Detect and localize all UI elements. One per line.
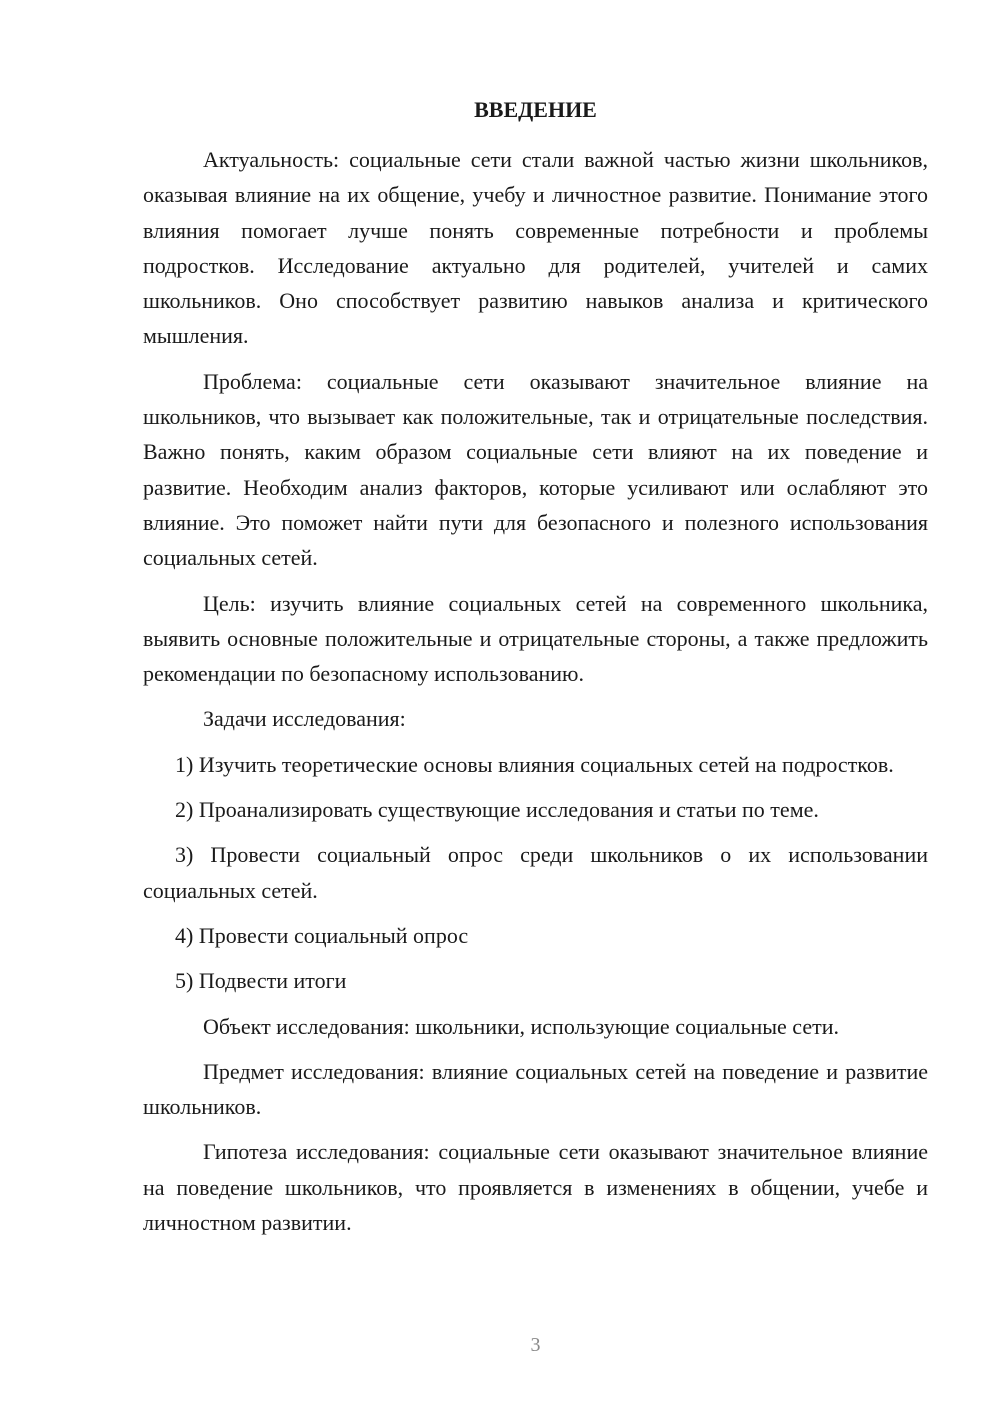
- relevance-paragraph: Актуальность: социальные сети стали важной частью жизни школьников, оказывая влияние на их общение, учебу и личностное развитие. Понимание этого влияния помогает лучше понять современные потребности и проблемы подростков. Исследование актуально для родителей, учителей и самих школьников. Оно способствует развитию навыков анализа и критического мышления.: [143, 147, 928, 349]
- problem-paragraph: Проблема: социальные сети оказывают значительное влияние на школьников, что вызывает как положительные, так и отрицательные последствия. Важно понять, каким образом социальные сети влияют на их поведение и развитие. Необходим анализ факторов, которые усиливают или ослабляют это влияние. Это поможет найти пути для безопасного и полезного использования социальных сетей.: [143, 368, 928, 571]
- page-title: ВВЕДЕНИЕ: [474, 97, 597, 122]
- hypothesis-paragraph: Гипотеза исследования: социальные сети оказывают значительное влияние на поведение школьников, что проявляется в изменениях в общении, учебе и личностном развитии.: [143, 1139, 928, 1236]
- tasks-heading: Задачи исследования:: [203, 706, 406, 732]
- goal-paragraph: Цель: изучить влияние социальных сетей на современного школьника, выявить основные положительные и отрицательные стороны, а также предложить рекомендации по безопасному использованию.: [143, 590, 928, 687]
- task-item-3: 3) Провести социальный опрос среди школьников о их использовании социальных сетей.: [143, 842, 928, 903]
- page-number: 3: [530, 1334, 541, 1356]
- document-body: [143, 142, 928, 1240]
- task-item-2: 2) Проанализировать существующие исследования и статьи по теме.: [175, 797, 819, 823]
- task-item-5: 5) Подвести итоги: [175, 968, 347, 994]
- task-item-4: 4) Провести социальный опрос: [175, 922, 469, 948]
- subject-paragraph: Предмет исследования: влияние социальных сетей на поведение и развитие школьников.: [143, 1058, 928, 1120]
- object-paragraph: Объект исследования: школьники, использующие социальные сети.: [203, 1013, 839, 1039]
- task-item-1: 1) Изучить теоретические основы влияния социальных сетей на подростков.: [175, 751, 894, 777]
